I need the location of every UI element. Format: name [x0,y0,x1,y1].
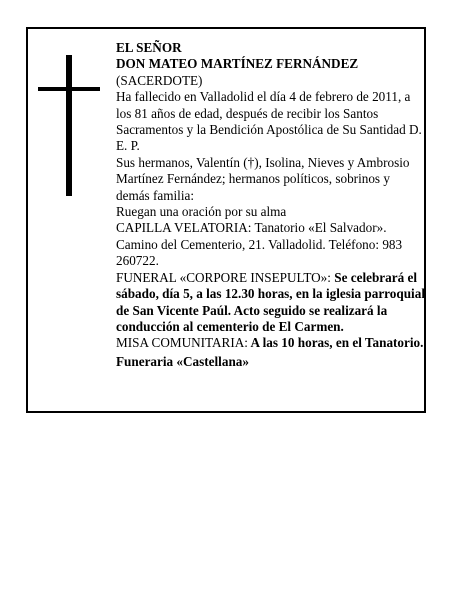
family-list: Sus hermanos, Valentín (†), Isolina, Nieves y Ambrosio Martínez Fernández; hermanos políticos, sobrinos y demás familia: [116,154,410,203]
cross-vertical-bar [66,55,72,196]
funeral-details: Se celebrará el sábado, día 5, a las 12.30 horas, en la iglesia parroquial de San Vicente Paúl. Acto seguido se realizará la conducción al cementerio de El Carmen. [116,269,425,334]
obituary-notice-frame [26,27,426,413]
mass-info [116,335,426,351]
mass-heading: MISA COMUNITARIA: [116,335,248,351]
cross-horizontal-bar [38,87,100,91]
chapel-info: CAPILLA VELATORIA: Tanatorio «El Salvador». Camino del Cementerio, 21. Valladolid. Teléfono: 983 260722. [116,220,403,269]
funeral-home: Funeraria «Castellana» [116,353,249,369]
title-line-1: EL SEÑOR [116,40,182,55]
prayer-request: Ruegan una oración por su alma [116,204,287,220]
deceased-name: DON MATEO MARTÍNEZ FERNÁNDEZ [116,56,359,72]
funeral-heading: FUNERAL «CORPORE INSEPULTO»: [116,269,331,285]
death-announcement: Ha fallecido en Valladolid el día 4 de febrero de 2011, a los 81 años de edad, después de recibir los Santos Sacramentos y la Bendición Apostólica de Su Santidad D. E. P. [116,89,422,154]
mass-details: A las 10 horas, en el Tanatorio. [247,335,424,351]
deceased-title: (SACERDOTE) [116,72,203,88]
obituary-text [116,40,426,370]
funeral-info [116,270,426,336]
